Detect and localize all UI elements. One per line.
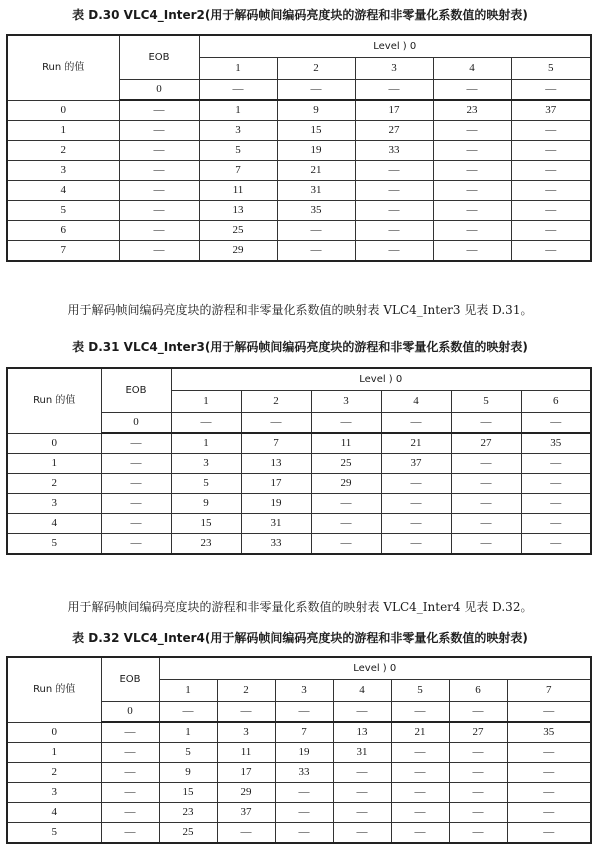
table-cell: 31 xyxy=(241,514,311,534)
table-cell: 9 xyxy=(159,763,217,783)
table-cell: 11 xyxy=(199,181,277,201)
eob-cell: — xyxy=(101,722,159,743)
table-cell: 21 xyxy=(277,161,355,181)
table-cell: — xyxy=(511,121,591,141)
table-cell: 25 xyxy=(159,823,217,844)
table-cell: 5 xyxy=(159,743,217,763)
table-cell: 3 xyxy=(171,454,241,474)
level-number: 1 xyxy=(159,680,217,702)
table-cell: — xyxy=(391,823,449,844)
run-value: 4 xyxy=(7,514,101,534)
eob-cell: — xyxy=(101,454,171,474)
table-caption-d30: 表 D.30 VLC4_Inter2(用于解码帧间编码亮度块的游程和非零量化系数值的映射表) xyxy=(72,8,528,22)
run-value: 3 xyxy=(7,783,101,803)
eob-header: EOB xyxy=(119,35,199,80)
run-value: 5 xyxy=(7,201,119,221)
table-cell: — xyxy=(507,823,591,844)
table-cell: — xyxy=(507,743,591,763)
eob-value: 0 xyxy=(101,413,171,434)
table-cell: 29 xyxy=(311,474,381,494)
table-cell: 37 xyxy=(511,100,591,121)
table-cell: 29 xyxy=(217,783,275,803)
run-value: 4 xyxy=(7,181,119,201)
table-cell: 35 xyxy=(277,201,355,221)
table-cell: — xyxy=(507,763,591,783)
table-cell: 23 xyxy=(433,100,511,121)
level-number: 2 xyxy=(241,391,311,413)
table-cell: — xyxy=(511,201,591,221)
eob-cell: — xyxy=(101,763,159,783)
table-cell: 15 xyxy=(277,121,355,141)
table-cell: — xyxy=(521,474,591,494)
table-cell: — xyxy=(433,181,511,201)
table-cell: — xyxy=(507,783,591,803)
table-cell: — xyxy=(511,141,591,161)
table-cell: — xyxy=(311,413,381,434)
eob-value: 0 xyxy=(101,702,159,723)
eob-cell: — xyxy=(119,241,199,262)
table-cell: — xyxy=(333,763,391,783)
run-header: Run 的值 xyxy=(7,35,119,100)
table-cell: — xyxy=(391,803,449,823)
table-cell: 31 xyxy=(277,181,355,201)
table-cell: — xyxy=(451,413,521,434)
level-number: 1 xyxy=(199,58,277,80)
table-cell: 35 xyxy=(507,722,591,743)
eob-cell: — xyxy=(119,121,199,141)
table-cell: — xyxy=(433,201,511,221)
level-number: 4 xyxy=(433,58,511,80)
table-cell: — xyxy=(449,743,507,763)
run-header: Run 的值 xyxy=(7,657,101,722)
table-cell: 7 xyxy=(199,161,277,181)
table-cell: — xyxy=(241,413,311,434)
table-cell: 21 xyxy=(391,722,449,743)
mapping-table-d31 xyxy=(6,367,592,555)
table-cell: — xyxy=(521,413,591,434)
eob-cell: — xyxy=(119,141,199,161)
table-cell: — xyxy=(511,241,591,262)
level-number: 2 xyxy=(277,58,355,80)
table-cell: — xyxy=(511,161,591,181)
table-cell: — xyxy=(449,823,507,844)
table-cell: — xyxy=(275,803,333,823)
run-value: 2 xyxy=(7,474,101,494)
table-cell: — xyxy=(311,534,381,555)
table-cell: — xyxy=(381,534,451,555)
table-cell: 33 xyxy=(241,534,311,555)
eob-cell: — xyxy=(101,494,171,514)
eob-cell: — xyxy=(101,743,159,763)
table-cell: — xyxy=(521,534,591,555)
run-value: 0 xyxy=(7,433,101,454)
table-row xyxy=(7,454,591,474)
run-value: 0 xyxy=(7,722,101,743)
run-value: 0 xyxy=(7,100,119,121)
table-row xyxy=(7,514,591,534)
table-cell: 27 xyxy=(449,722,507,743)
table-cell: 1 xyxy=(171,433,241,454)
table-cell: 3 xyxy=(199,121,277,141)
table-cell: — xyxy=(311,514,381,534)
table-cell: 15 xyxy=(159,783,217,803)
table-cell: 23 xyxy=(159,803,217,823)
run-value: 2 xyxy=(7,763,101,783)
eob-cell: — xyxy=(119,201,199,221)
run-value: 1 xyxy=(7,121,119,141)
table-cell: — xyxy=(449,763,507,783)
table-cell: 3 xyxy=(217,722,275,743)
table-cell: 17 xyxy=(217,763,275,783)
table-cell: — xyxy=(355,181,433,201)
level-number: 5 xyxy=(391,680,449,702)
level-number: 4 xyxy=(381,391,451,413)
run-header: Run 的值 xyxy=(7,368,101,433)
table-cell: 33 xyxy=(355,141,433,161)
table-cell: — xyxy=(521,514,591,534)
table-cell: — xyxy=(433,141,511,161)
table-cell: — xyxy=(277,80,355,101)
level-number: 1 xyxy=(171,391,241,413)
table-cell: — xyxy=(381,514,451,534)
table-cell: 9 xyxy=(171,494,241,514)
level-number: 7 xyxy=(507,680,591,702)
table-row xyxy=(7,743,591,763)
run-value: 5 xyxy=(7,823,101,844)
table-cell: 19 xyxy=(241,494,311,514)
header-row xyxy=(7,368,591,391)
table-cell: — xyxy=(391,702,449,723)
table-cell: — xyxy=(275,783,333,803)
table-cell: — xyxy=(171,413,241,434)
table-cell: 23 xyxy=(171,534,241,555)
table-cell: — xyxy=(511,181,591,201)
table-cell: — xyxy=(381,413,451,434)
table-cell: — xyxy=(451,474,521,494)
run-value: 6 xyxy=(7,221,119,241)
table-cell: — xyxy=(333,702,391,723)
table-row xyxy=(7,100,591,121)
table-row xyxy=(7,474,591,494)
table-cell: — xyxy=(507,702,591,723)
table-cell: — xyxy=(277,221,355,241)
table-cell: — xyxy=(449,702,507,723)
table-row xyxy=(7,722,591,743)
table-row xyxy=(7,121,591,141)
level-number: 4 xyxy=(333,680,391,702)
table-cell: 9 xyxy=(277,100,355,121)
table-cell: — xyxy=(433,121,511,141)
table-cell: — xyxy=(521,454,591,474)
table-cell: 19 xyxy=(277,141,355,161)
table-cell: 25 xyxy=(311,454,381,474)
table-cell: 29 xyxy=(199,241,277,262)
table-row xyxy=(7,783,591,803)
table-cell: 5 xyxy=(171,474,241,494)
table-cell: — xyxy=(451,454,521,474)
table-cell: — xyxy=(159,702,217,723)
table-row xyxy=(7,161,591,181)
eob-cell: — xyxy=(101,534,171,555)
table-cell: 35 xyxy=(521,433,591,454)
table-row xyxy=(7,221,591,241)
table-row xyxy=(7,494,591,514)
run-value: 7 xyxy=(7,241,119,262)
table-cell: — xyxy=(275,702,333,723)
table-cell: — xyxy=(449,803,507,823)
level-header: Level ) 0 xyxy=(159,657,591,680)
level-number: 2 xyxy=(217,680,275,702)
table-cell: 33 xyxy=(275,763,333,783)
level-number: 5 xyxy=(511,58,591,80)
table-cell: — xyxy=(433,221,511,241)
table-cell: — xyxy=(217,702,275,723)
table-row xyxy=(7,763,591,783)
table-cell: 1 xyxy=(159,722,217,743)
level-number: 3 xyxy=(275,680,333,702)
run-value: 5 xyxy=(7,534,101,555)
table-cell: 13 xyxy=(199,201,277,221)
table-row xyxy=(7,433,591,454)
table-cell: 27 xyxy=(355,121,433,141)
table-cell: 15 xyxy=(171,514,241,534)
table-cell: — xyxy=(355,241,433,262)
table-cell: 11 xyxy=(311,433,381,454)
table-cell: — xyxy=(391,783,449,803)
level-number: 6 xyxy=(449,680,507,702)
run-value: 1 xyxy=(7,743,101,763)
table-cell: — xyxy=(433,80,511,101)
table-cell: — xyxy=(275,823,333,844)
table-cell: — xyxy=(333,783,391,803)
eob-value: 0 xyxy=(119,80,199,101)
eob-cell: — xyxy=(101,433,171,454)
table-row xyxy=(7,201,591,221)
table-cell: — xyxy=(355,201,433,221)
mapping-table-d30 xyxy=(6,34,592,262)
table-cell: — xyxy=(511,80,591,101)
table-cell: 27 xyxy=(451,433,521,454)
table-cell: — xyxy=(507,803,591,823)
table-cell: — xyxy=(199,80,277,101)
table-cell: 37 xyxy=(217,803,275,823)
table-cell: 7 xyxy=(241,433,311,454)
eob-cell: — xyxy=(119,181,199,201)
table-cell: — xyxy=(217,823,275,844)
table-cell: — xyxy=(355,80,433,101)
table-cell: — xyxy=(391,763,449,783)
table-cell: — xyxy=(277,241,355,262)
table-row xyxy=(7,534,591,555)
table-cell: 5 xyxy=(199,141,277,161)
eob-cell: — xyxy=(101,783,159,803)
level-number: 3 xyxy=(311,391,381,413)
table-cell: — xyxy=(311,494,381,514)
table-row xyxy=(7,181,591,201)
table-cell: 7 xyxy=(275,722,333,743)
paragraph-ref-d31: 用于解码帧间编码亮度块的游程和非零量化系数值的映射表 VLC4_Inter3 见表 D.31。 xyxy=(67,303,533,317)
run-value: 3 xyxy=(7,161,119,181)
table-cell: — xyxy=(433,241,511,262)
table-cell: — xyxy=(333,803,391,823)
run-value: 3 xyxy=(7,494,101,514)
table-cell: — xyxy=(433,161,511,181)
table-cell: — xyxy=(333,823,391,844)
table-cell: — xyxy=(451,494,521,514)
table-row xyxy=(7,241,591,262)
header-row xyxy=(7,35,591,58)
level-number: 6 xyxy=(521,391,591,413)
table-cell: — xyxy=(391,743,449,763)
header-row xyxy=(7,657,591,680)
eob-cell: — xyxy=(101,514,171,534)
eob-cell: — xyxy=(101,823,159,844)
table-cell: — xyxy=(511,221,591,241)
table-caption-d31: 表 D.31 VLC4_Inter3(用于解码帧间编码亮度块的游程和非零量化系数值的映射表) xyxy=(72,340,528,354)
table-cell: 1 xyxy=(199,100,277,121)
table-row xyxy=(7,803,591,823)
table-row xyxy=(7,823,591,844)
table-cell: — xyxy=(451,514,521,534)
table-cell: — xyxy=(449,783,507,803)
level-header: Level ) 0 xyxy=(171,368,591,391)
table-cell: 17 xyxy=(355,100,433,121)
eob-cell: — xyxy=(119,161,199,181)
table-cell: 21 xyxy=(381,433,451,454)
eob-cell: — xyxy=(119,221,199,241)
run-value: 1 xyxy=(7,454,101,474)
table-caption-d32: 表 D.32 VLC4_Inter4(用于解码帧间编码亮度块的游程和非零量化系数值的映射表) xyxy=(72,631,528,645)
table-cell: — xyxy=(451,534,521,555)
level-number: 5 xyxy=(451,391,521,413)
table-cell: 17 xyxy=(241,474,311,494)
table-cell: 13 xyxy=(333,722,391,743)
mapping-table-d32 xyxy=(6,656,592,844)
table-cell: — xyxy=(381,494,451,514)
eob-cell: — xyxy=(101,474,171,494)
table-row xyxy=(7,141,591,161)
table-cell: — xyxy=(521,494,591,514)
eob-cell: — xyxy=(119,100,199,121)
table-cell: — xyxy=(355,221,433,241)
table-cell: 37 xyxy=(381,454,451,474)
run-value: 4 xyxy=(7,803,101,823)
table-cell: 19 xyxy=(275,743,333,763)
eob-header: EOB xyxy=(101,368,171,413)
paragraph-ref-d32: 用于解码帧间编码亮度块的游程和非零量化系数值的映射表 VLC4_Inter4 见表 D.32。 xyxy=(67,600,533,614)
table-cell: 25 xyxy=(199,221,277,241)
table-cell: — xyxy=(355,161,433,181)
level-header: Level ) 0 xyxy=(199,35,591,58)
level-number: 3 xyxy=(355,58,433,80)
table-cell: 11 xyxy=(217,743,275,763)
table-cell: — xyxy=(381,474,451,494)
run-value: 2 xyxy=(7,141,119,161)
table-cell: 13 xyxy=(241,454,311,474)
table-cell: 31 xyxy=(333,743,391,763)
eob-header: EOB xyxy=(101,657,159,702)
eob-cell: — xyxy=(101,803,159,823)
